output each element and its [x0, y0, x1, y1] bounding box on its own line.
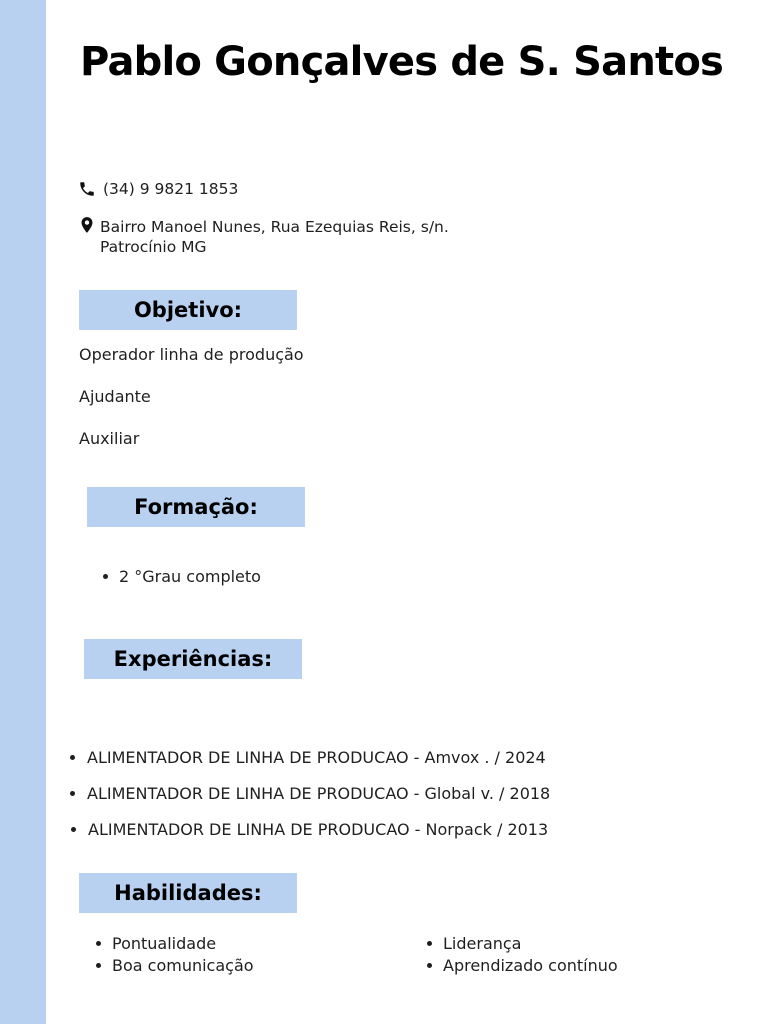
experience-item-text: ALIMENTADOR DE LINHA DE PRODUCAO - Norpack / 2013	[88, 820, 549, 839]
bullet-dot	[427, 941, 432, 946]
bullet-dot	[70, 791, 75, 796]
bullet-dot	[71, 827, 76, 832]
education-item	[119, 567, 261, 586]
experience-item-text: ALIMENTADOR DE LINHA DE PRODUCAO - Global v. / 2018	[87, 784, 551, 803]
map-pin-icon	[78, 214, 96, 236]
section-heading-habilidades: Habilidades:	[79, 873, 297, 913]
skill-item	[112, 934, 216, 953]
experience-item-text: ALIMENTADOR DE LINHA DE PRODUCAO - Amvox . / 2024	[87, 748, 546, 767]
skill-item	[443, 934, 521, 953]
objective-item: Operador linha de produção	[79, 345, 304, 364]
page-title: Pablo Gonçalves de S. Santos	[80, 39, 724, 85]
skill-item-text: Boa comunicação	[112, 956, 254, 975]
objective-item: Ajudante	[79, 387, 151, 406]
bullet-dot	[96, 963, 101, 968]
skill-item-text: Aprendizado contínuo	[443, 956, 618, 975]
experience-item	[87, 748, 546, 767]
phone-number: (34) 9 9821 1853	[103, 180, 239, 198]
objective-item: Auxiliar	[79, 429, 140, 448]
skill-item	[443, 956, 618, 975]
address-line-2: Patrocínio MG	[100, 238, 207, 256]
address-line-1: Bairro Manoel Nunes, Rua Ezequias Reis, s/n.	[100, 218, 449, 236]
skill-item	[112, 956, 254, 975]
bullet-dot	[427, 963, 432, 968]
education-item-text: 2 °Grau completo	[119, 567, 261, 586]
phone-icon	[78, 178, 96, 200]
experience-item	[87, 784, 550, 803]
address-text	[100, 217, 449, 257]
bullet-dot	[70, 755, 75, 760]
skill-item-text: Pontualidade	[112, 934, 217, 953]
bullet-dot	[103, 574, 108, 579]
skill-item-text: Liderança	[443, 934, 522, 953]
experience-item	[88, 820, 548, 839]
side-accent-bar	[0, 0, 46, 1024]
section-heading-experiencias: Experiências:	[84, 639, 302, 679]
bullet-dot	[96, 941, 101, 946]
section-heading-objetivo: Objetivo:	[79, 290, 297, 330]
section-heading-formacao: Formação:	[87, 487, 305, 527]
